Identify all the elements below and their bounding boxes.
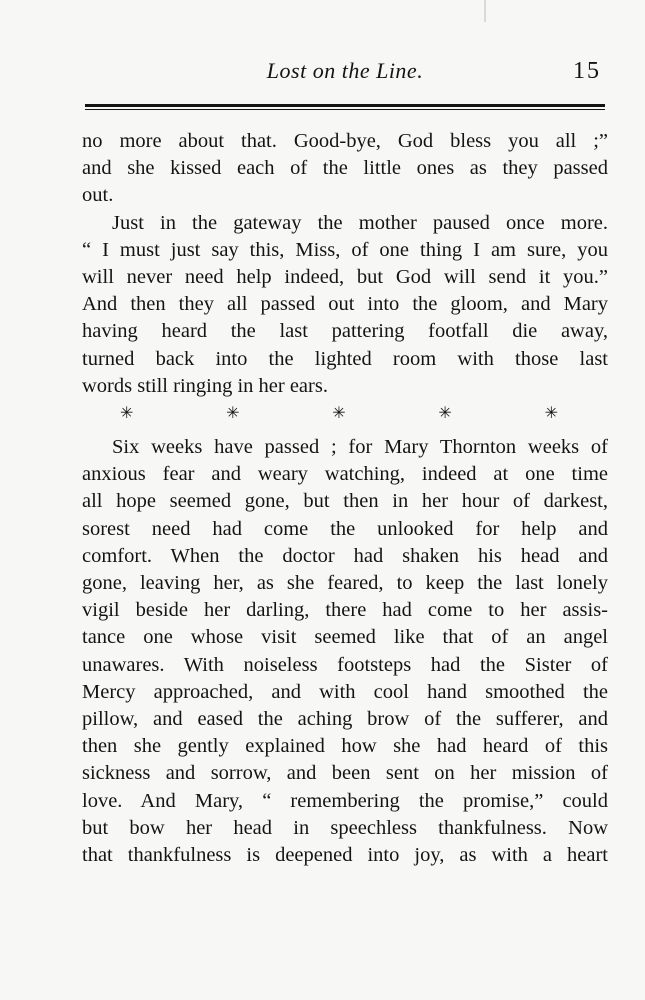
page-header	[85, 58, 605, 90]
text-line: and she kissed each of the little ones as they passed	[82, 157, 608, 180]
text-line: having heard the last pattering footfall die away,	[82, 320, 608, 343]
asterisk-ornament: ✳	[438, 405, 452, 423]
text-line: all hope seemed gone, but then in her hour of darkest,	[82, 490, 608, 513]
text-line: tance one whose visit seemed like that of an angel	[82, 626, 608, 649]
asterisk-ornament: ✳	[332, 405, 346, 423]
page-body-text	[82, 128, 608, 869]
text-line: that thankfulness is deepened into joy, as with a heart	[82, 844, 608, 867]
text-line: pillow, and eased the aching brow of the sufferer, and	[82, 708, 608, 731]
text-line: words still ringing in her ears.	[82, 374, 328, 397]
header-rule	[85, 104, 605, 107]
section-separator	[82, 400, 608, 428]
text-line: Mercy approached, and with cool hand smoothed the	[82, 680, 608, 703]
text-line: then she gently explained how she had heard of this	[82, 735, 608, 758]
text-line: vigil beside her darling, there had come to her assis-	[82, 599, 608, 622]
running-title: Lost on the Line.	[266, 58, 424, 83]
page-number: 15	[573, 58, 601, 84]
text-line: “ I must just say this, Miss, of one thing I am sure, you	[82, 238, 608, 261]
text-line: turned back into the lighted room with those last	[82, 347, 608, 370]
text-line: out.	[82, 184, 114, 207]
paragraph-1	[82, 128, 608, 210]
text-line: And then they all passed out into the gloom, and Mary	[82, 293, 608, 316]
text-line: anxious fear and weary watching, indeed at one time	[82, 463, 608, 486]
text-line: Just in the gateway the mother paused once more.	[112, 211, 608, 234]
text-line: no more about that. Good-bye, God bless you all ;”	[82, 130, 608, 152]
text-line: love. And Mary, “ remembering the promise,” could	[82, 789, 608, 812]
text-line: sorest need had come the unlooked for help and	[82, 517, 608, 540]
text-line: Six weeks have passed ; for Mary Thornton weeks of	[112, 436, 608, 459]
text-line: sickness and sorrow, and been sent on her mission of	[82, 762, 608, 785]
stray-ink-mark	[483, 0, 487, 22]
text-line: will never need help indeed, but God will send it you.”	[82, 266, 608, 289]
asterisk-ornament: ✳	[120, 405, 134, 423]
text-line: gone, leaving her, as she feared, to keep the last lonely	[82, 572, 608, 595]
asterisk-ornament: ✳	[544, 405, 558, 423]
paragraph-2	[82, 210, 608, 400]
paragraph-3	[82, 434, 608, 869]
asterisk-ornament: ✳	[226, 405, 240, 423]
text-line: but bow her head in speechless thankfulness. Now	[82, 816, 608, 839]
text-line: comfort. When the doctor had shaken his head and	[82, 544, 608, 567]
text-line: unawares. With noiseless footsteps had the Sister of	[82, 653, 608, 676]
